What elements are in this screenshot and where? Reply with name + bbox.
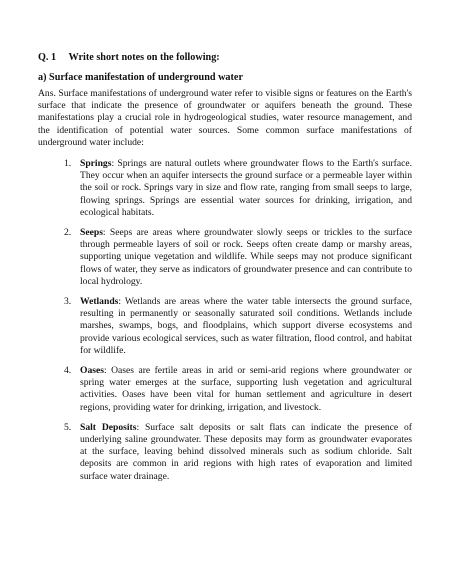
list-item-springs bbox=[38, 158, 412, 219]
list-item-term: Wetlands bbox=[80, 296, 119, 308]
list-item-oases bbox=[38, 365, 412, 414]
list-item-number: 2. bbox=[64, 227, 72, 239]
list-item-salt-deposits bbox=[38, 422, 412, 483]
list-item-number: 1. bbox=[64, 158, 72, 169]
list-item-term: Oases bbox=[80, 365, 104, 377]
question-number: Q. 1 bbox=[38, 52, 57, 63]
list-item-text: : Springs are natural outlets where groundwater flows to the Earth's surface. They occur when an aquifer intersects the ground surface or a permeable layer within the soil or rock. Springs vary in size and flow rate, ranging from small seeps to large, flowing springs. Springs are essential water sources for drinking, irrigation, and ecological habitats. bbox=[80, 158, 412, 218]
list-item-number: 3. bbox=[64, 296, 72, 308]
list-item-seeps bbox=[38, 227, 412, 288]
manifestation-list bbox=[38, 158, 412, 491]
list-item-number: 5. bbox=[64, 421, 72, 433]
question-title: Write short notes on the following: bbox=[68, 52, 220, 63]
list-item-wetlands bbox=[38, 296, 412, 357]
question-line bbox=[38, 52, 220, 63]
intro-paragraph: Ans. Surface manifestations of underground water refer to visible signs or features on the Earth's surface that indicate the presence of groundwater or aquifers beneath the ground. These manifestations play a crucial role in hydrogeological studies, water resource management, and the identification of potential water sources. Some common surface manifestations of underground water include: bbox=[38, 88, 412, 148]
list-item-term: Salt Deposits bbox=[80, 421, 137, 433]
list-item-number: 4. bbox=[64, 365, 72, 377]
list-item-term: Springs bbox=[80, 158, 112, 169]
list-item-text: : Wetlands are areas where the water table intersects the ground surface, resulting in permanently or seasonally saturated soil conditions. Wetlands include marshes, swamps, bogs, and floodplains, which support diverse ecosystems and provide various ecological services, such as water filtration, flood control, and habitat for wildlife. bbox=[80, 296, 412, 356]
list-item-text: : Seeps are areas where groundwater slowly seeps or trickles to the surface through permeable layers of soil or rock. Seeps often create damp or marshy areas, supporting unique vegetation and wildlife. While seeps may not produce significant flows of water, they serve as indicators of groundwater presence and can contribute to local hydrology. bbox=[80, 227, 412, 287]
list-item-term: Seeps bbox=[80, 227, 103, 239]
list-item-text: : Oases are fertile areas in arid or semi-arid regions where groundwater or spring water emerges at the surface, supporting lush vegetation and agricultural activities. Oases have been vital for human settlement and agriculture in desert regions, providing water for drinking, irrigation, and livestock. bbox=[80, 365, 412, 413]
list-item-text: : Surface salt deposits or salt flats can indicate the presence of underlying saline groundwater. These deposits may form as groundwater evaporates at the surface, leaving behind dissolved minerals such as sodium chloride. Salt deposits are common in arid regions with high rates of evaporation and limited surface water drainage. bbox=[80, 421, 412, 482]
section-heading: a) Surface manifestation of underground water bbox=[38, 72, 243, 83]
